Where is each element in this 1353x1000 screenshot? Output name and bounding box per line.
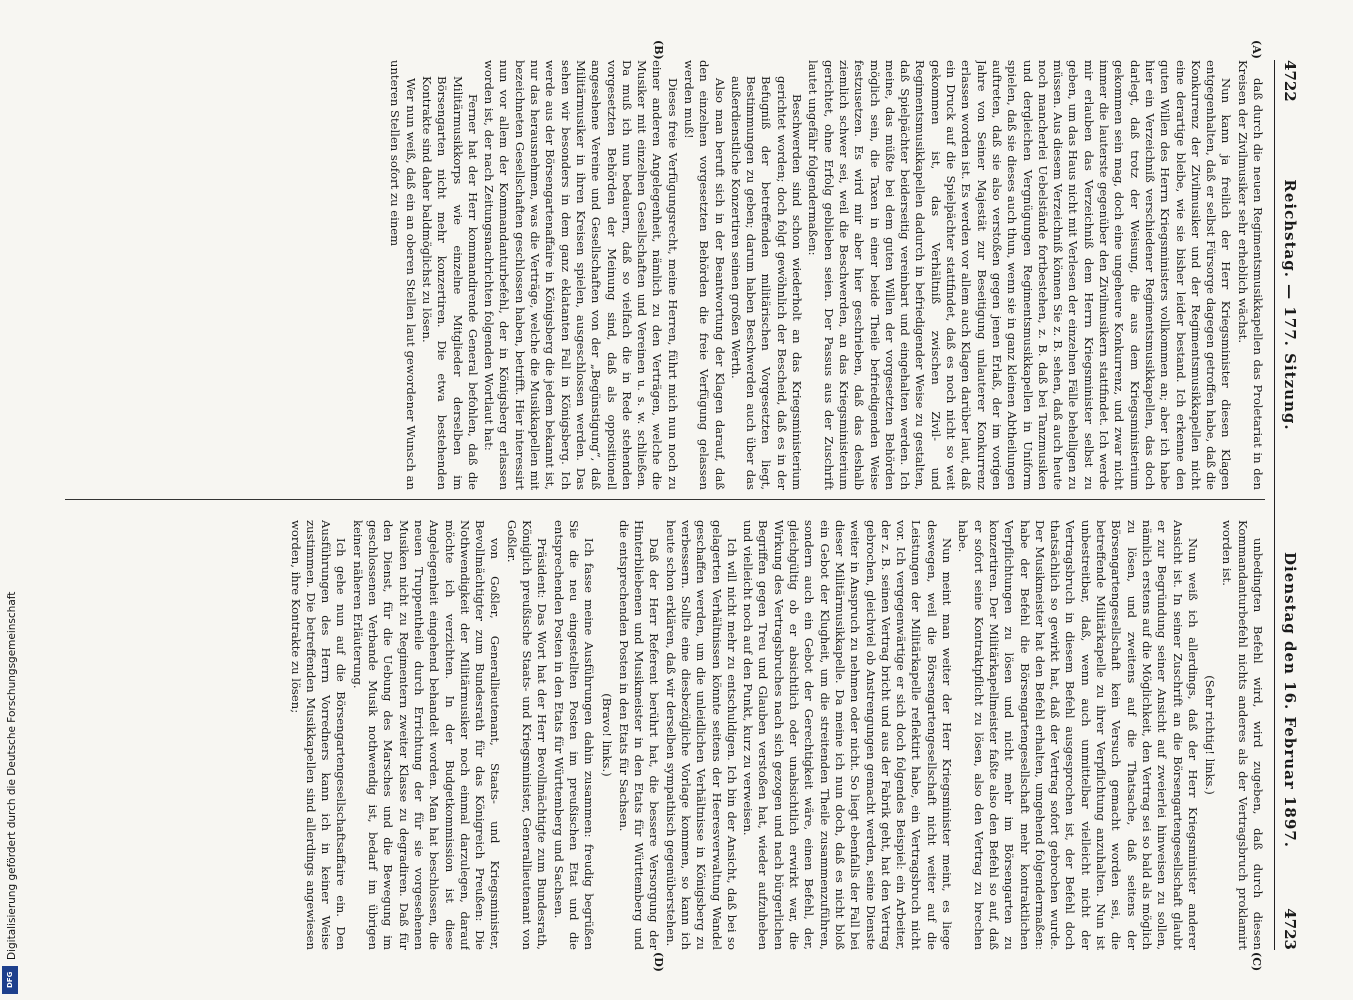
paragraph: Ich fasse meine Ausführungen dahin zusammen: freudig begrüßen Sie die neu eingestellten Posten im preußischen Etat und die entsprechenden Posten in den Etats für Württemberg und Sachsen.: [551, 520, 597, 950]
paragraph: Nun weiß ich allerdings, daß der Herr Kriegsminister anderer Ansicht ist. In seiner Zuschrift an die Börsengartengesellschaft glaubt er zur Begründung seiner Ansicht auf zweierlei hinweisen zu sollen, nämlich erstens auf die Möglichkeit, den Vertrag sei so bald als möglich zu lösen, und zweitens auf die Thatsache, daß seitens der Börsengartengesellschaft kein Versuch gemacht worden sei, die betreffende Militärkapelle zu ihrer Verpflichtung anzuhalten. Nun ist unbestreitbar, daß, wenn auch unmittelbar vielleicht nicht der Vertragsbruch in diesem Befehl ausgesprochen ist, der Befehl doch thatsächlich so gewirkt hat, daß der Vertrag sofort gebrochen wurde. Der Musikmeister hat den Befehl erhalten, umgehend folgendermaßen: habe der Befehl die Börsengartengesellschaft mehr kontraktlichen Verpflichtungen zu lösen und nicht mehr im Börsengarten zu konzertiren. Der Militärkapellmeister faßte also den Befehl so auf, daß er sofort seine Kontraktpflicht zu lösen, also den Vertrag zu brechen habe.: [956, 520, 1200, 950]
dfg-logo: DFG: [2, 966, 18, 994]
speaker-paragraph: Präsident: Das Wort hat der Herr Bevollmächtigte zum Bundesrath, Königlich preußische Staats- und Kriegsminister, Generallieutenant von Goßler.: [504, 520, 550, 950]
quotation: Ferner hat der Herr kommandirende General befohlen, daß die Militärmusikkorps wie einzelne Mitglieder derselben im Börsengarten nicht mehr konzertiren. Die etwa bestehenden Kontrakte sind daher baldmöglichst zu lösen.: [419, 76, 480, 490]
paragraph: daß durch die neuen Regimentsmusikkapellen das Proletariat in den Kreisen der Zivilmusiker sehr erheblich wächst.: [1235, 60, 1265, 490]
interjection: (Sehr richtig! links.): [1203, 675, 1218, 795]
paragraph: Daß der Herr Referent berührt hat, die bessere Versorgung der Hinterbliebenen und Musikmeister in den Etats für Württemberg und die entsprechenden Posten in den Etats für Sachsen.: [616, 520, 662, 950]
header-title-right: Dienstag den 16. Februar 1897.: [1281, 552, 1299, 848]
paragraph: Nun kann ja freilich der Herr Kriegsminister diesen Klagen entgegenhalten, daß er selbst Fürsorge dagegen getroffen habe, daß die Konkurrenz der Zivilmusiker und der Regimentsmusikkapellen nicht eine derartige bleibe, wie sie bisher leider bestand. Ich erkenne den guten Willen des Herrn Kriegsministers vollkommen an; aber ich habe hier ein Verzeichniß verschiedener Regimentsmusikkapellen, das doch darlegt, daß trotz der Weisung, die aus dem Kriegsministerium gekommen sein mag, doch eine ungeheure Konkurrenz, und zwar nicht immer die lauterste gegenüber den Zivilmusikern stattfindet. Ich werde mir erlauben das Verzeichniß dem Herrn Kriegsminister selbst zu geben, um das Haus nicht mit Verlesen der einzelnen Fälle behelligen zu müssen. Aus diesem Verzeichniß können Sie z. B. sehen, daß auch heute noch mancherlei Uebelstände fortbestehen, z. B. daß bei Tanzmusiken und dergleichen Vergnügungen Regimentsmusikkapellen in Uniform spielen, daß sie dieses auch thun, wenn sie in ganz kleinen Abtheilungen auftreten, daß sie also verstoßen gegen jenen Erlaß, der im vorigen Jahre von Seiner Majestät zur Beseitigung unlauterer Konkurrenz erlassen worden ist. Es werden vor allem auch Klagen darüber laut, daß ein Druck auf die Spielpächter stattfindet, daß es noch nicht so weit gekommen ist, das Verhältniß zwischen Zivil- und Regimentsmusikkapellen dadurch in befriedigender Weise zu gestalten, daß Spielpächter beiderseitig vereinbart und eingehalten werden. Ich meine, das müßte bei dem guten Willen der vorgesetzten Behörden möglich sein, die Taxen in einer beide Theile befriedigenden Weise festzusetzen. Es wird mir aber hier geschrieben, daß das deshalb ziemlich schwer sei, weil die Beschwerden, an das Kriegsministerium gerichtet, ohne Erfolg geblieben seien. Der Passus aus der Zuschrift lautet ungefähr folgendermaßen:: [806, 60, 1234, 490]
left-column: [55, 60, 1265, 490]
right-column: [55, 520, 1265, 950]
margin-marker-c: (C): [1250, 952, 1263, 972]
margin-marker-a: (A): [1250, 40, 1263, 59]
paragraph: Nun meint man weiter der Herr Kriegsminister meint, es liege deswegen, weil die Börsengartengesellschaft nicht weiter auf die Leistungen der Militärkapelle reflektirt habe, ein Vertragsbruch nicht vor. Ich vergegenwärtige er sich doch folgendes Beispiel: ein Arbeiter, der z. B. seinen Vertrag bricht und aus der Fabrik geht, hat den Vertrag gebrochen, gleichviel ob Anstrengungen gemacht werden, seine Dienste weiter in Anspruch zu nehmen oder nicht. So liegt ebenfalls der Fall bei dieser Militärmusikkapelle. Da meine ich nun doch, daß es nicht bloß ein Gebot der Klugheit, um die streitenden Theile zusammenzuführen, sondern auch ein Gebot der Gerechtigkeit wäre, einen Befehl, der, gleichgültig ob er absichtlich oder unabsichtlich erwirkt war, die Wirkung des Vertragsbruches nach sich gezogen und nach bürgerlichen Begriffen gegen Treu und Glauben verstoßen hat, wieder aufzuheben und vielleicht noch auf den Punkt, kurz zu verweisen.: [741, 520, 955, 950]
page-number-left: 4722: [1281, 60, 1299, 102]
paragraph: Ich gehe nun auf die Börsengartengesellschaftsaffaire ein. Den Ausführungen des Herrn Vorredners kann ich in keiner Weise zustimmen. Die betreffenden Musikkapellen sind allerdings angewiesen worden, ihre Kontrakte zu lösen;: [288, 520, 349, 950]
paragraph: Also man beruft sich in der Beantwortung der Klagen darauf, daß den einzelnen vorgesetzten Behörden die freie Verfügung gelassen werden muß!: [682, 60, 727, 490]
margin-marker-b: (B): [652, 40, 665, 60]
page-number-right: 4723: [1281, 908, 1299, 950]
margin-marker-d: (D): [652, 952, 665, 972]
column-divider: [65, 499, 1265, 500]
funding-credit: Digitalisierung gefördert durch die Deutsche Forschungsgemeinschaft: [6, 591, 18, 960]
paragraph: Ich will nicht mehr zu entschuldigen. Ich bin der Ansicht, daß bei so gelagerten Verhältnissen könnte seitens der Heeresverwaltung Wandel geschaffen werden, um die unleidlichen Verhältnisse in Königsberg zu verbessern. Sollte eine diesbezügliche Vorlage kommen, so kann ich heute schon erklären, daß wir derselben sympathisch gegenüberstehen.: [663, 520, 739, 950]
document-page: [45, 40, 1305, 970]
paragraph: unbedingten Befehl wird, wird zugeben, daß durch diesen Kommandanturbefehl nichts anderes als der Vertragsbruch proklamirt worden ist.: [1220, 520, 1265, 950]
paragraph: Wer nun weiß, daß ein an oberen Stellen laut gewordener Wunsch an unteren Stellen sofort zu einem: [388, 60, 418, 490]
interjection: (Bravo! links.): [599, 693, 614, 777]
page-header: [1274, 60, 1305, 950]
quotation: Beschwerden sind schon wiederholt an das Kriegsministerium gerichtet worden; doch folgt gewöhnlich der Bescheid, daß es in der Befugniß der betreffenden militärischen Vorgesetzten liegt, Bestimmungen zu geben; darum haben Beschwerden auch über das außerdienstliche Konzertiren seinen großen Werth.: [728, 76, 805, 490]
paragraph: Dieses freie Verfügungsrecht, meine Herren, führt mich nun noch zu einer anderen Angelegenheit, nämlich zu den Verträgen, welche die Musiker mit einzelnen Gesellschaften und Vereinen u. s. w. schließen. Da muß ich nun bedauern, daß so vielfach die in Rede stehenden vorgesetzten Behörden der Meinung sind, daß als oppositionell angesehene Vereine und Gesellschaften von der „Begünstigung“, daß Militärmusiker in ihren Kreisen spielen, ausgeschlossen werden. Das sehen wir besonders in dem ganz eklatanten Fall in Königsberg. Ich werde aus der Börsengartenaffaire in Königsberg die jedem bekannt ist, nur das herausnehmen, was die Verträge, welche die Musikkapellen mit bezeichneten Gesellschaften geschlossen haben, betrifft. Hier interessirt nun vor allem der Kommandanturbefehl, der in Königsberg erlassen worden ist, der nach Zeitungsnachrichten folgenden Wortlaut hat:: [482, 60, 680, 490]
header-title-left: Reichstag. — 177. Sitzung.: [1281, 179, 1299, 431]
speaker-paragraph: von Goßler, Generallieutenant, Staats- und Kriegsminister, Bevollmächtigter zum Bundesrath für das Königreich Preußen: Die Nothwendigkeit der Militärmusiker noch einmal darzulegen, darauf möchte ich verzichten. In der Budgetkommission ist diese Angelegenheit eingehend behandelt worden. Man hat beschlossen, die neuen Truppentheile durch Errichtung der für sie vorgesehenen Musiken nicht zu Regimentern zweiter Klasse zu degradiren. Daß für den Dienst, für die Uebung des Marsches und die Bewegung im geschlossenen Verbande Musik nothwendig ist, bedarf im übrigen keiner näheren Erläuterung.: [350, 520, 503, 950]
footer: [0, 0, 22, 1000]
